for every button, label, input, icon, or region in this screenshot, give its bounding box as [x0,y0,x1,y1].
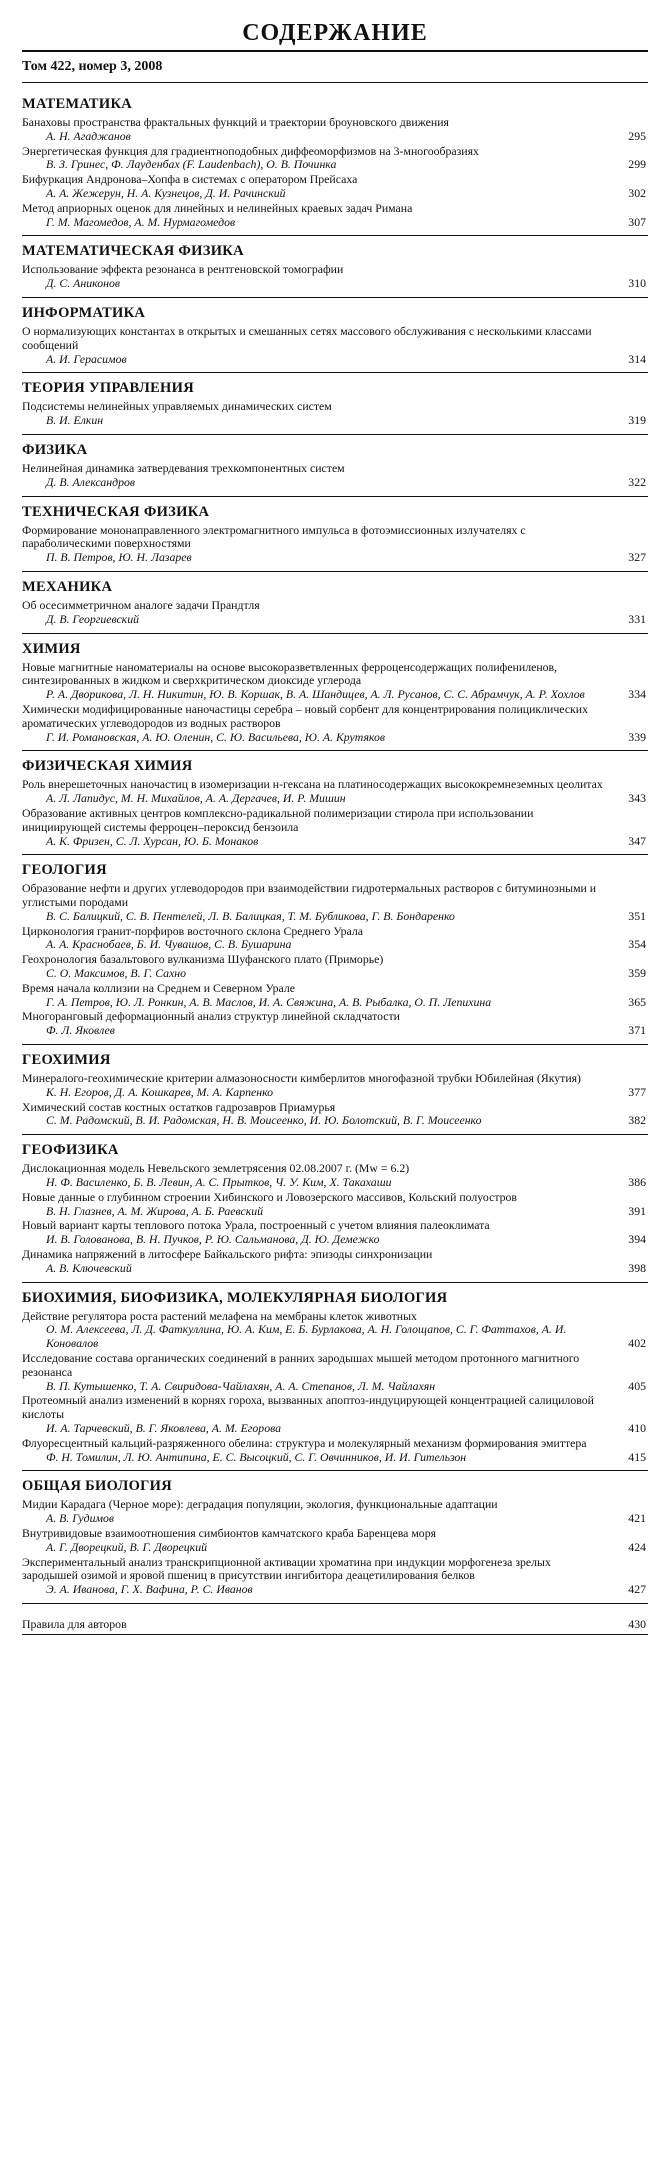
article-title: Образование нефти и других углеводородов при взаимодействии гидротермальных растворов с битуминозными и углистыми породами [22,881,597,910]
article-entry[interactable] [22,1101,648,1129]
article-authors: Ф. Н. Томилин, Л. Ю. Антипина, Е. С. Высоцкий, С. Г. Овчинников, И. И. Гительзон [46,1449,467,1464]
article-title: Бифуркация Андронова–Хопфа в системах с оператором Прейсаха [22,172,358,187]
article-page-number: 314 [628,351,646,366]
section-heading: МАТЕМАТИКА [22,96,133,112]
article-page-number: 386 [628,1175,646,1190]
article-page-number: 295 [628,128,646,143]
article-title: Динамика напряжений в литосфере Байкальского рифта: эпизоды синхронизации [22,1247,433,1262]
article-page-number: 382 [628,1113,646,1128]
article-page-number: 327 [628,550,646,565]
article-authors: С. О. Максимов, В. Г. Сахно [46,966,187,981]
article-page-number: 307 [628,214,646,229]
section-heading: ФИЗИКА [22,441,88,458]
article-authors: А. В. Гудимов [46,1511,115,1526]
article-page-number: 421 [628,1511,646,1526]
article-authors: А. Г. Дворецкий, В. Г. Дворецкий [46,1539,207,1554]
article-authors: И. В. Голованова, В. Н. Пучков, Р. Ю. Сальманова, Д. Ю. Демежко [46,1232,380,1247]
article-authors: А. И. Герасимов [46,351,127,366]
article-page-number: 391 [628,1203,646,1218]
article-authors: О. М. Алексеева, Л. Д. Фаткуллина, Ю. А. Ким, Е. Б. Бурлакова, А. Н. Голощапов, С. Г. Фаттахов, А. И. Коновалов [46,1322,567,1351]
article-entry[interactable] [22,1010,648,1038]
article-title: Новые магнитные наноматериалы на основе высокоразветвленных ферроценсодержащих полифениленов, синтезированных в жидком и сверхкритическом диоксиде углерода [22,659,558,688]
article-entry[interactable] [22,599,648,627]
section-heading: МЕХАНИКА [22,578,113,595]
page-title: СОДЕРЖАНИЕ [242,20,428,46]
section-heading: ТЕОРИЯ УПРАВЛЕНИЯ [22,380,194,397]
article-page-number: 302 [628,185,646,200]
article-authors: Г. И. Романовская, А. Ю. Оленин, С. Ю. Васильева, Ю. А. Крутяков [46,729,386,744]
article-title: Действие регулятора роста растений мелафена на мембраны клеток животных [22,1308,417,1323]
article-page-number: 377 [628,1084,646,1099]
toc-section [22,755,648,855]
article-entry[interactable] [22,1352,648,1393]
article-entry[interactable] [22,807,648,848]
section-heading: ТЕХНИЧЕСКАЯ ФИЗИКА [22,503,210,520]
article-page-number: 319 [628,413,646,428]
article-title: Банаховы пространства фрактальных функций и траектории броуновского движения [22,115,449,129]
article-entry[interactable] [22,953,648,981]
article-authors: Г. А. Петров, Ю. Л. Ронкин, А. В. Маслов, И. А. Свяжина, А. В. Рыбалка, О. П. Лепихина [46,994,492,1009]
toc-section [22,1475,648,1604]
article-title: Химический состав костных остатков гадрозавров Приамурья [22,1099,336,1114]
article-entry[interactable] [22,1248,648,1276]
article-authors: В. Н. Глазнев, А. М. Жирова, А. Б. Раевский [46,1203,264,1218]
article-authors: Ф. Л. Яковлев [46,1023,115,1038]
article-authors: Д. С. Аниконов [46,276,120,291]
article-title: Метод априорных оценок для линейных и нелинейных краевых задач Римана [22,200,413,215]
toc-section [22,576,648,634]
article-title: Геохронология базальтового вулканизма Шуфанского плато (Приморье) [22,952,384,967]
section-heading: ГЕОХИМИЯ [22,1052,111,1069]
authors-rules-title: Правила для авторов [22,1616,127,1631]
article-title: Мидии Карадага (Черное море): деградация популяции, экология, функциональные адаптации [22,1497,498,1512]
article-entry[interactable] [22,1310,648,1351]
section-heading: МАТЕМАТИЧЕСКАЯ ФИЗИКА [22,243,244,260]
article-title: О нормализующих константах в открытых и смешанных сетях массового обслуживания с несколькими классами сообщений [22,323,592,352]
article-authors: И. А. Тарчевский, В. Г. Яковлева, А. М. Егорова [46,1421,282,1435]
article-authors: Н. Ф. Василенко, Б. В. Левин, А. С. Прытков, Ч. У. Ким, Х. Такахаши [46,1175,392,1190]
article-authors: В. З. Гринес, Ф. Лауденбах (F. Laudenbach), О. В. Починка [46,157,337,172]
article-entry[interactable] [22,1191,648,1219]
toc-section [22,501,648,572]
article-entry[interactable] [22,1162,648,1190]
article-entry[interactable] [22,778,648,806]
article-page-number: 359 [628,966,646,981]
article-page-number: 424 [628,1539,646,1554]
article-page-number: 402 [628,1336,646,1351]
section-heading: ГЕОФИЗИКА [22,1142,119,1159]
article-title: Исследование состава органических соединений в ранних зародышах мышей методом протонного магнитного резонанса [22,1351,580,1379]
article-title: Многоранговый деформационный анализ структур линейной складчатости [22,1009,400,1024]
article-page-number: 398 [628,1260,646,1275]
toc-section [22,1049,648,1135]
section-heading: ФИЗИЧЕСКАЯ ХИМИЯ [22,758,193,775]
article-title: Внутривидовые взаимоотношения симбионтов камчатского краба Баренцева моря [22,1525,437,1540]
article-entry[interactable] [22,462,648,490]
article-entry[interactable] [22,1527,648,1555]
article-entry[interactable] [22,661,648,702]
article-page-number: 410 [628,1421,646,1435]
article-title: Химически модифицированные наночастицы серебра – новый сорбент для концентрирования полициклических ароматических углеводородов из водных растворов [22,701,589,730]
article-title: Дислокационная модель Невельского землетрясения 02.08.2007 г. (Mw = 6.2) [22,1161,410,1176]
article-authors: А. Л. Лапидус, М. Н. Михайлов, А. А. Дергачев, И. Р. Мишин [46,791,346,806]
article-title: Экспериментальный анализ транскрипционной активации хроматина при индукции морфогенеза зрелых зародышей озимой и яровой пшениц в присутствии ингибитора деацетилирования белков [22,1554,551,1583]
article-entry[interactable] [22,116,648,144]
article-entry[interactable] [22,703,648,744]
article-page-number: 371 [628,1023,646,1038]
section-heading: БИОХИМИЯ, БИОФИЗИКА, МОЛЕКУЛЯРНАЯ БИОЛОГИЯ [22,1289,448,1306]
article-entry[interactable] [22,400,648,428]
toc-section [22,1287,648,1472]
article-title: Формирование мононаправленного электромагнитного импульса в фотоэмиссионных излучателях с параболическими поверхностями [22,522,526,551]
article-page-number: 394 [628,1232,646,1247]
toc-section [22,302,648,373]
article-page-number: 343 [628,791,646,806]
issue-info: Том 422, номер 3, 2008 [22,50,648,83]
article-title: Новый вариант карты теплового потока Урала, построенный с учетом влияния палеоклимата [22,1218,490,1233]
article-entry[interactable] [22,1219,648,1247]
article-entry[interactable] [22,1394,648,1435]
article-entry[interactable] [22,263,648,291]
article-page-number: 405 [628,1378,646,1393]
article-authors: С. М. Радомский, В. И. Радомская, Н. В. Моисеенко, И. Ю. Болотский, В. Г. Моисеенко [46,1113,482,1128]
article-page-number: 310 [628,276,646,291]
article-page-number: 322 [628,474,646,489]
article-authors: В. С. Балицкий, С. В. Пентелей, Л. В. Балицкая, Т. М. Бубликова, Г. В. Бондаренко [46,908,455,923]
article-authors: В. П. Кутышенко, Т. А. Свиридова-Чайлахян, А. А. Степанов, Л. М. Чайлахян [46,1378,436,1393]
article-title: Подсистемы нелинейных управляемых динамических систем [22,399,332,414]
article-authors: П. В. Петров, Ю. Н. Лазарев [46,550,192,565]
article-title: Новые данные о глубинном строении Хибинского и Ловозерского массивов, Кольский полуостров [22,1189,517,1204]
article-title: Флуоресцентный кальций-разряженного обелина: структура и молекулярный механизм формирования эмиттера [22,1435,587,1450]
article-entry[interactable] [22,882,648,923]
article-authors: А. К. Фризен, С. Л. Хурсан, Ю. Б. Монаков [46,833,259,848]
article-authors: А. А. Жежерун, Н. А. Кузнецов, Д. И. Рачинский [46,185,286,200]
article-title: Протеомный анализ изменений в корнях гороха, вызванных апоптоз-индуцирующей концентрацией салициловой кислоты [22,1393,594,1422]
section-heading: ГЕОЛОГИЯ [22,862,107,879]
toc-section [22,859,648,1045]
article-title: Цирконология гранит-порфиров восточного склона Среднего Урала [22,923,363,938]
article-entry[interactable] [22,325,648,366]
article-authors: К. Н. Егоров, Д. А. Кошкарев, М. А. Карпенко [46,1084,274,1099]
toc-section [22,439,648,497]
toc-section [22,93,648,236]
article-entry[interactable] [22,1072,648,1100]
article-entry[interactable] [22,982,648,1010]
article-page-number: 427 [628,1582,646,1597]
section-heading: ИНФОРМАТИКА [22,304,146,321]
toc-section [22,377,648,435]
article-title: Минералого-геохимические критерии алмазоносности кимберлитов многофазной трубки Юбилейная (Якутия) [22,1071,581,1086]
article-title: Время начала коллизии на Среднем и Северном Урале [22,980,295,995]
article-entry[interactable] [22,1437,648,1465]
article-authors: Д. В. Георгиевский [46,611,139,626]
authors-rules-page: 430 [628,1616,646,1631]
article-title: Нелинейная динамика затвердевания трехкомпонентных систем [22,460,345,475]
article-authors: А. В. Ключевский [46,1260,132,1275]
article-page-number: 331 [628,611,646,626]
article-authors: В. И. Елкин [46,413,104,428]
article-entry[interactable] [22,524,648,565]
article-page-number: 299 [628,157,646,172]
article-title: Роль внерешеточных наночастиц в изомеризации н-гексана на платиносодержащих высококремнеземных цеолитах [22,777,603,792]
article-entry[interactable] [22,1556,648,1597]
article-entry[interactable] [22,1498,648,1526]
authors-rules-entry[interactable] [22,1614,648,1635]
toc-section [22,240,648,298]
article-page-number: 334 [628,687,646,702]
article-entry[interactable] [22,145,648,173]
section-heading: ХИМИЯ [22,640,81,657]
contents-list [22,93,648,1604]
article-authors: Р. А. Дворикова, Л. Н. Никитин, Ю. В. Коршак, В. А. Шандицев, А. Л. Русанов, С. С. Абрамчук, А. Р. Хохлов [46,687,585,702]
article-title: Использование эффекта резонанса в рентгеновской томографии [22,262,344,277]
article-authors: Д. В. Александров [46,474,136,489]
article-title: Энергетическая функция для градиентноподобных диффеоморфизмов на 3-многообразиях [22,143,479,158]
toc-section [22,638,648,752]
article-entry[interactable] [22,173,648,201]
article-page-number: 354 [628,937,646,952]
article-page-number: 415 [628,1449,646,1464]
article-title: Об осесимметричном аналоге задачи Прандтля [22,597,260,612]
article-page-number: 347 [628,833,646,848]
toc-section [22,1139,648,1282]
article-page-number: 365 [628,994,646,1009]
article-authors: Э. А. Иванова, Г. Х. Вафина, Р. С. Иванов [46,1582,253,1597]
article-entry[interactable] [22,925,648,953]
article-authors: А. А. Краснобаев, Б. И. Чувашов, С. В. Бушарина [46,937,292,952]
article-authors: А. Н. Агаджанов [46,128,131,143]
article-page-number: 339 [628,729,646,744]
article-authors: Г. М. Магомедов, А. М. Нурмагомедов [46,214,236,229]
article-title: Образование активных центров комплексно-радикальной полимеризации стирола при использовании инициирующей системы ферроцен–пероксид бензоила [22,805,534,834]
article-entry[interactable] [22,202,648,230]
article-page-number: 351 [628,908,646,923]
section-heading: ОБЩАЯ БИОЛОГИЯ [22,1478,173,1495]
